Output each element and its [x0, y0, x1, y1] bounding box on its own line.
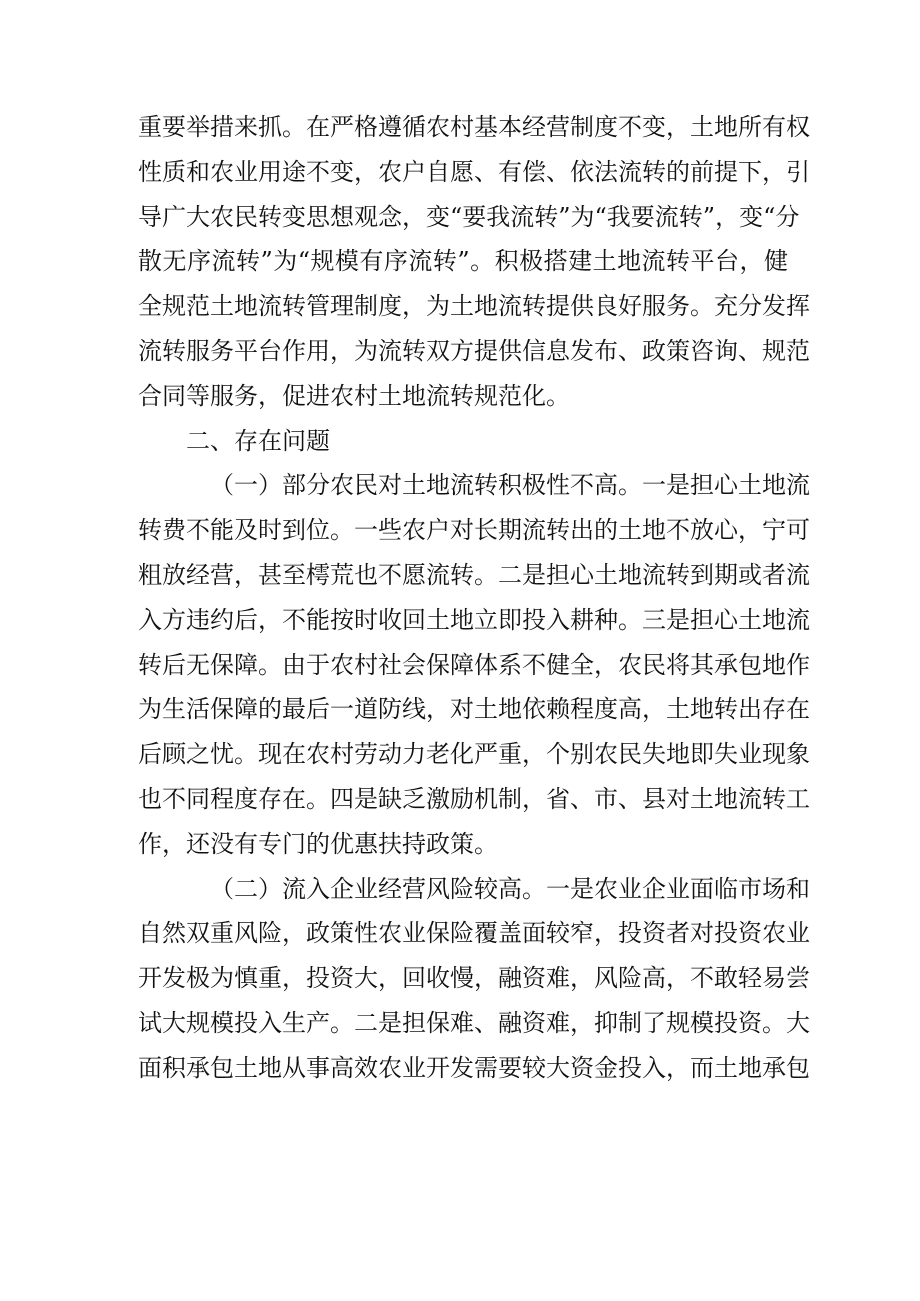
paragraph-first-line: （一）部分农民对土地流转积极性不高。一是担心土地流 [210, 471, 810, 500]
text-line: 作，还没有专门的优惠扶持政策。 [138, 829, 498, 858]
text-line: 转费不能及时到位。一些农户对长期流转出的土地不放心，宁可 [138, 516, 810, 545]
text-line: 导广大农民转变思想观念，变“要我流转”为“我要流转”，变“分 [138, 202, 800, 231]
text-line: 重要举措来抓。在严格遵循农村基本经营制度不变，土地所有权 [138, 113, 810, 141]
text-line: 转后无保障。由于农村社会保障体系不健全，农民将其承包地作 [138, 650, 810, 679]
text-line: 合同等服务，促进农村土地流转规范化。 [138, 381, 570, 410]
text-line: 为生活保障的最后一道防线，对土地依赖程度高，土地转出存在 [138, 695, 810, 724]
text-line: 试大规模投入生产。二是担保难、融资难，抑制了规模投资。大 [138, 1008, 810, 1037]
text-line: 散无序流转”为“规模有序流转”。积极搭建土地流转平台，健 [138, 247, 788, 276]
section-heading: 二、存在问题 [186, 426, 330, 455]
text-line: 入方违约后，不能按时收回土地立即投入耕种。三是担心土地流 [138, 605, 810, 634]
text-line: 面积承包土地从事高效农业开发需要较大资金投入，而土地承包 [138, 1053, 810, 1082]
text-line: 性质和农业用途不变，农户自愿、有偿、依法流转的前提下，引 [138, 157, 810, 186]
document-body [138, 105, 810, 1091]
text-line: 也不同程度存在。四是缺乏激励机制，省、市、县对土地流转工 [138, 784, 810, 813]
text-line: 流转服务平台作用，为流转双方提供信息发布、政策咨询、规范 [138, 336, 810, 365]
text-line: 后顾之忧。现在农村劳动力老化严重，个别农民失地即失业现象 [138, 740, 810, 769]
text-line: 全规范土地流转管理制度，为土地流转提供良好服务。充分发挥 [138, 292, 810, 321]
text-line: 自然双重风险，政策性农业保险覆盖面较窄，投资者对投资农业 [138, 919, 810, 948]
paragraph-first-line: （二）流入企业经营风险较高。一是农业企业面临市场和 [210, 874, 810, 903]
text-line: 粗放经营，甚至樗荒也不愿流转。二是担心土地流转到期或者流 [138, 560, 810, 589]
text-line: 开发极为慎重，投资大，回收慢，融资难，风险高，不敢轻易尝 [138, 964, 810, 993]
